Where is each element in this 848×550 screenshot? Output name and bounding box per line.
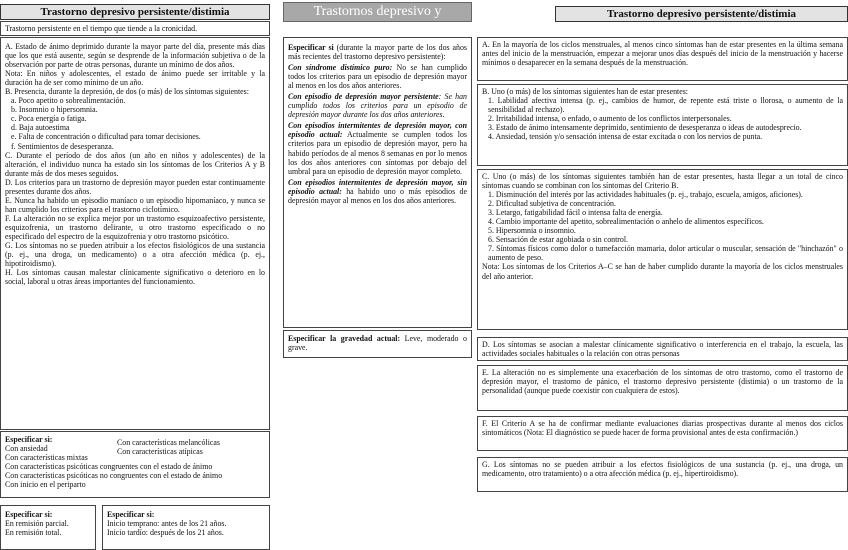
criterion-c-item: 2. Dificultad subjetiva de concentración. [488, 199, 616, 209]
criterion-c-note: Nota: Los síntomas de los Criterios A–C se han de haber cumplido durante la mayoría de los ciclos menstruales del año anterior. [482, 262, 843, 281]
col2-title: Trastornos depresivo y relacionados [283, 2, 472, 22]
spec2a-item-1: En remisión total. [5, 528, 62, 538]
criterion-b-item: 4. Ansiedad, tensión y/o sensación intensa de estar excitada o con los nervios de punta. [488, 132, 763, 142]
criterion-13: G. Los síntomas no se pueden atribuir a los efectos fisiológicos de una sustancia (p. ej., una droga, un medicamento) o a otra afección médica (p. ej., hipotiroidismo). [5, 241, 265, 269]
criterion-10: D. Los criterios para un trastorno de depresión mayor pueden estar continuamente presentes durante dos años. [5, 177, 265, 196]
criterion-11: E. Nunca ha habido un episodio maníaco o un episodio hipomaníaco, y nunca se han cumplido los criterios para el trastorno ciclotímico. [5, 195, 265, 214]
criterion-b-item: 2. Irritabilidad intensa, o enfado, o aumento de los conflictos interpersonales. [488, 114, 732, 124]
criterion-3: a. Poco apetito o sobrealimentación. [11, 96, 126, 106]
col2-item0-head: Con síndrome distímico puro: [288, 63, 393, 73]
col2-item3-head: Con episodios intermitentes de depresión mayor, sin episodio actual: [288, 177, 467, 196]
spec2b-item-0: Inicio temprano: antes de los 21 años. [107, 519, 227, 529]
col1-spec2a [0, 505, 96, 550]
col3-criterion-d: D. Los síntomas se asocian a malestar clínicamente significativo o interferencia en el trabajo, la escuela, las actividades sociales habituales o la relación con otras personas [477, 337, 848, 361]
criterion-1: Nota: En niños y adolescentes, el estado de ánimo puede ser irritable y la duración ha de ser como mínimo de un año. [5, 69, 265, 88]
spec1-left-1: Con características mixtas [5, 453, 88, 463]
col3-criterion-e: E. La alteración no es simplemente una exacerbación de los síntomas de otro trastorno, como el trastorno de depresión mayor, el trastorno de pánico, el trastorno depresivo persistente (distimia) o un trastorno de la personalidad (aunque puede coexistir con cualquiera de estos). [477, 365, 848, 411]
col2-severity-text: Leve, moderado o grave. [288, 334, 467, 353]
spec2b-item-1: Inicio tardío: después de los 21 años. [107, 528, 224, 538]
criterion-c-item: 1. Disminución del interés por las actividades habituales (p. ej., trabajo, escuela, amigos, aficiones). [488, 190, 803, 200]
col1-criteria [0, 37, 270, 430]
criterion-b-intro: B. Uno (o más) de los síntomas siguientes han de estar presentes: [482, 87, 688, 96]
col2-item0-text: No se han cumplido todos los criterios para un episodio de depresión mayor al menos en los dos años anteriores. [288, 63, 467, 91]
col2-spec-text: (durante la mayor parte de los dos años más recientes del trastorno depresivo persistente): [288, 43, 467, 62]
criterion-c-item: 6. Sensación de estar agobiada o sin control. [488, 235, 629, 245]
criterion-4: b. Insomnio o hipersomnia. [11, 105, 98, 115]
criterion-c-item: 3. Letargo, fatigabilidad fácil o intensa falta de energía. [488, 208, 663, 218]
spec1-more-0: Con características psicóticas congruentes con el estado de ánimo [5, 462, 213, 472]
col1-spec1 [0, 431, 270, 498]
col3-criterion-f: F. El Criterio A se ha de confirmar mediante evaluaciones diarias prospectivas durante al menos dos ciclos sintomáticos (Nota: El diagnóstico se puede hacer de forma provisional antes de esta confirmación.) [477, 416, 848, 451]
col3-criterion-c [477, 169, 848, 330]
criterion-c-item: 4. Cambio importante del apetito, sobrealimentación o anhelo de alimentos específicos. [488, 217, 764, 227]
col1-intro: Trastorno persistente en el tiempo que tiende a la cronicidad. [0, 21, 270, 36]
criterion-9: C. Durante el período de dos años (un año en niños y adolescentes) de la alteración, el individuo nunca ha estado sin los síntomas de los Criterios A y B durante más de dos meses seguidos. [5, 150, 265, 178]
col3-criterion-g: G. Los síntomas no se pueden atribuir a los efectos fisiológicos de una sustancia (p. ej., una droga, un medicamento, otro tratamiento) o a otra afección médica (p. ej., hipertiroidismo). [477, 457, 848, 492]
criterion-c-item: 7. Síntomas físicos como dolor o tumefacción mamaria, dolor articular o muscular, sensación de "hinchazón" o aumento de peso. [488, 244, 843, 263]
col2-spec-label: Especificar si [288, 43, 334, 52]
criterion-6: d. Baja autoestima [11, 123, 70, 133]
col2-item1-head: Con episodio de depresión mayor persistente [288, 92, 439, 102]
spec1-left-0: Con ansiedad [5, 444, 48, 454]
col2-item3-text: ha habido uno o más episodios de depresión mayor al menos en los dos años anteriores. [288, 186, 467, 205]
col2-item1-text: : Se han cumplido todos los criterios para un episodio de depresión mayor durante los dos años anteriores. [288, 92, 467, 120]
spec1-more-2: Con inicio en el periparto [5, 480, 86, 490]
criterion-c-intro: C. Uno (o más) de los síntomas siguientes también han de estar presentes, hasta llegar a un total de cinco síntomas cuando se combinan con los síntomas del Criterio B. [482, 172, 843, 191]
col2-severity-label: Especificar la gravedad actual: [288, 334, 401, 343]
col2-severity [283, 330, 472, 358]
col3-criterion-b [477, 84, 848, 166]
criterion-b-item: 3. Estado de ánimo intensamente deprimido, sentimiento de desesperanza o ideas de autodesprecio. [488, 123, 802, 133]
spec1-more-1: Con características psicóticas no congruentes con el estado de ánimo [5, 471, 223, 481]
spec1-right-0: Con características melancólicas [117, 438, 220, 447]
col3-criterion-a: A. En la mayoría de los ciclos menstruales, al menos cinco síntomas han de estar presentes en la última semana antes del inicio de la menstruación, empezar a mejorar unos días después del inicio de la menstruación y hacerse mínimos o desaparecer en la semana después de la menstruación. [477, 37, 848, 81]
criterion-8: f. Sentimientos de desesperanza. [11, 141, 114, 151]
spec1-label: Especificar si: [5, 435, 53, 444]
spec2a-label: Especificar si: [5, 510, 53, 519]
criterion-c-item: 5. Hipersomnia o insomnio. [488, 226, 576, 236]
criterion-0: A. Estado de ánimo deprimido durante la mayor parte del día, presente más días que los que está ausente, según se desprende de la información subjetiva o de la observación por parte de otras personas, durante un mínimo de dos años. [5, 42, 265, 70]
criterion-2: B. Presencia, durante la depresión, de dos (o más) de los síntomas siguientes: [5, 87, 249, 97]
col2-item2-text: Actualmente se cumplen todos los criterios para un episodio de depresión mayor, pero ha habido períodos de al menos 8 semanas en por lo menos los dos años anteriores con síntomas por debajo del umbral para un episodio de depresión mayor completo. [288, 130, 467, 176]
criterion-7: e. Falta de concentración o dificultad para tomar decisiones. [11, 132, 201, 142]
col1-title: Trastorno depresivo persistente/distimia [0, 4, 270, 20]
spec2b-label: Especificar si: [107, 510, 155, 519]
col1-spec2b [102, 505, 270, 550]
col2-item2-head: Con episodios intermitentes de depresión mayor, con episodio actual: [288, 121, 467, 140]
criterion-14: H. Los síntomas causan malestar clínicamente significativo o deterioro en lo social, laboral u otras áreas importantes del funcionamiento. [5, 268, 265, 287]
criterion-12: F. La alteración no se explica mejor por un trastorno esquizoafectivo persistente, esquizofrenia, un trastorno delirante, u otro trastorno especificado o no especificado del espectro de la esquizofrenia y otro trastorno psicótico. [5, 213, 265, 241]
criterion-b-item: 1. Labilidad afectiva intensa (p. ej., cambios de humor, de repente está triste o llorosa, o aumento de la sensibilidad al rechazo). [488, 96, 843, 115]
col2-specifiers [283, 37, 472, 328]
spec1-right-1: Con características atípicas [117, 447, 203, 457]
col3-title: Trastorno depresivo persistente/distimia [555, 6, 848, 22]
criterion-5: c. Poca energía o fatiga. [11, 114, 87, 124]
spec2a-item-0: En remisión parcial. [5, 519, 69, 529]
